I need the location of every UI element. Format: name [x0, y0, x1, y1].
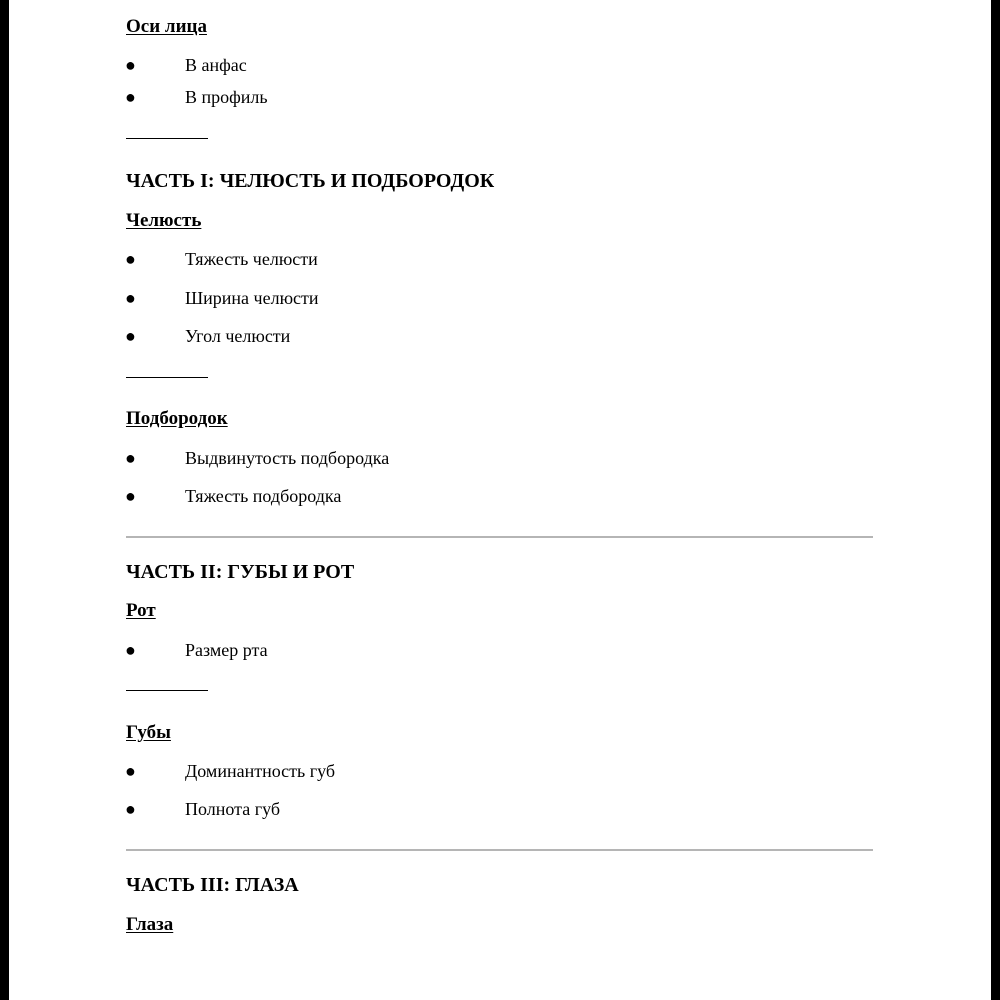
subheading-jaw: Челюсть — [126, 210, 202, 231]
list-item: Угол челюсти — [185, 326, 291, 346]
bullet-icon: ● — [125, 288, 136, 308]
list-item: Полнота губ — [185, 799, 281, 819]
short-divider — [126, 377, 208, 378]
list-item: Тяжесть подбородка — [185, 486, 342, 506]
bullet-icon: ● — [125, 326, 136, 346]
list-item: Выдвинутость подбородка — [185, 448, 390, 468]
list-item: В профиль — [185, 87, 268, 107]
list-item: Ширина челюсти — [185, 288, 319, 308]
section-divider — [126, 536, 873, 538]
bullet-icon: ● — [125, 486, 136, 506]
part-1-title: ЧАСТЬ I: ЧЕЛЮСТЬ И ПОДБОРОДОК — [126, 170, 495, 192]
subheading-chin: Подбородок — [126, 408, 228, 429]
list-item: Тяжесть челюсти — [185, 249, 318, 269]
short-divider — [126, 690, 208, 691]
bullet-icon: ● — [125, 448, 136, 468]
bullet-icon: ● — [125, 640, 136, 660]
subheading-eyes: Глаза — [126, 914, 174, 935]
subheading-mouth: Рот — [126, 600, 156, 621]
document-page — [9, 0, 991, 1000]
bullet-icon: ● — [125, 87, 136, 107]
section-divider — [126, 849, 873, 851]
short-divider — [126, 138, 208, 139]
bullet-icon: ● — [125, 249, 136, 269]
list-item: В анфас — [185, 55, 247, 75]
subheading-face-axes: Оси лица — [126, 16, 207, 37]
part-2-title: ЧАСТЬ II: ГУБЫ И РОТ — [126, 561, 355, 583]
bullet-icon: ● — [125, 799, 136, 819]
bullet-icon: ● — [125, 55, 136, 75]
bullet-icon: ● — [125, 761, 136, 781]
list-item: Размер рта — [185, 640, 268, 660]
part-3-title: ЧАСТЬ III: ГЛАЗА — [126, 874, 299, 896]
list-item: Доминантность губ — [185, 761, 336, 781]
subheading-lips: Губы — [126, 722, 171, 743]
